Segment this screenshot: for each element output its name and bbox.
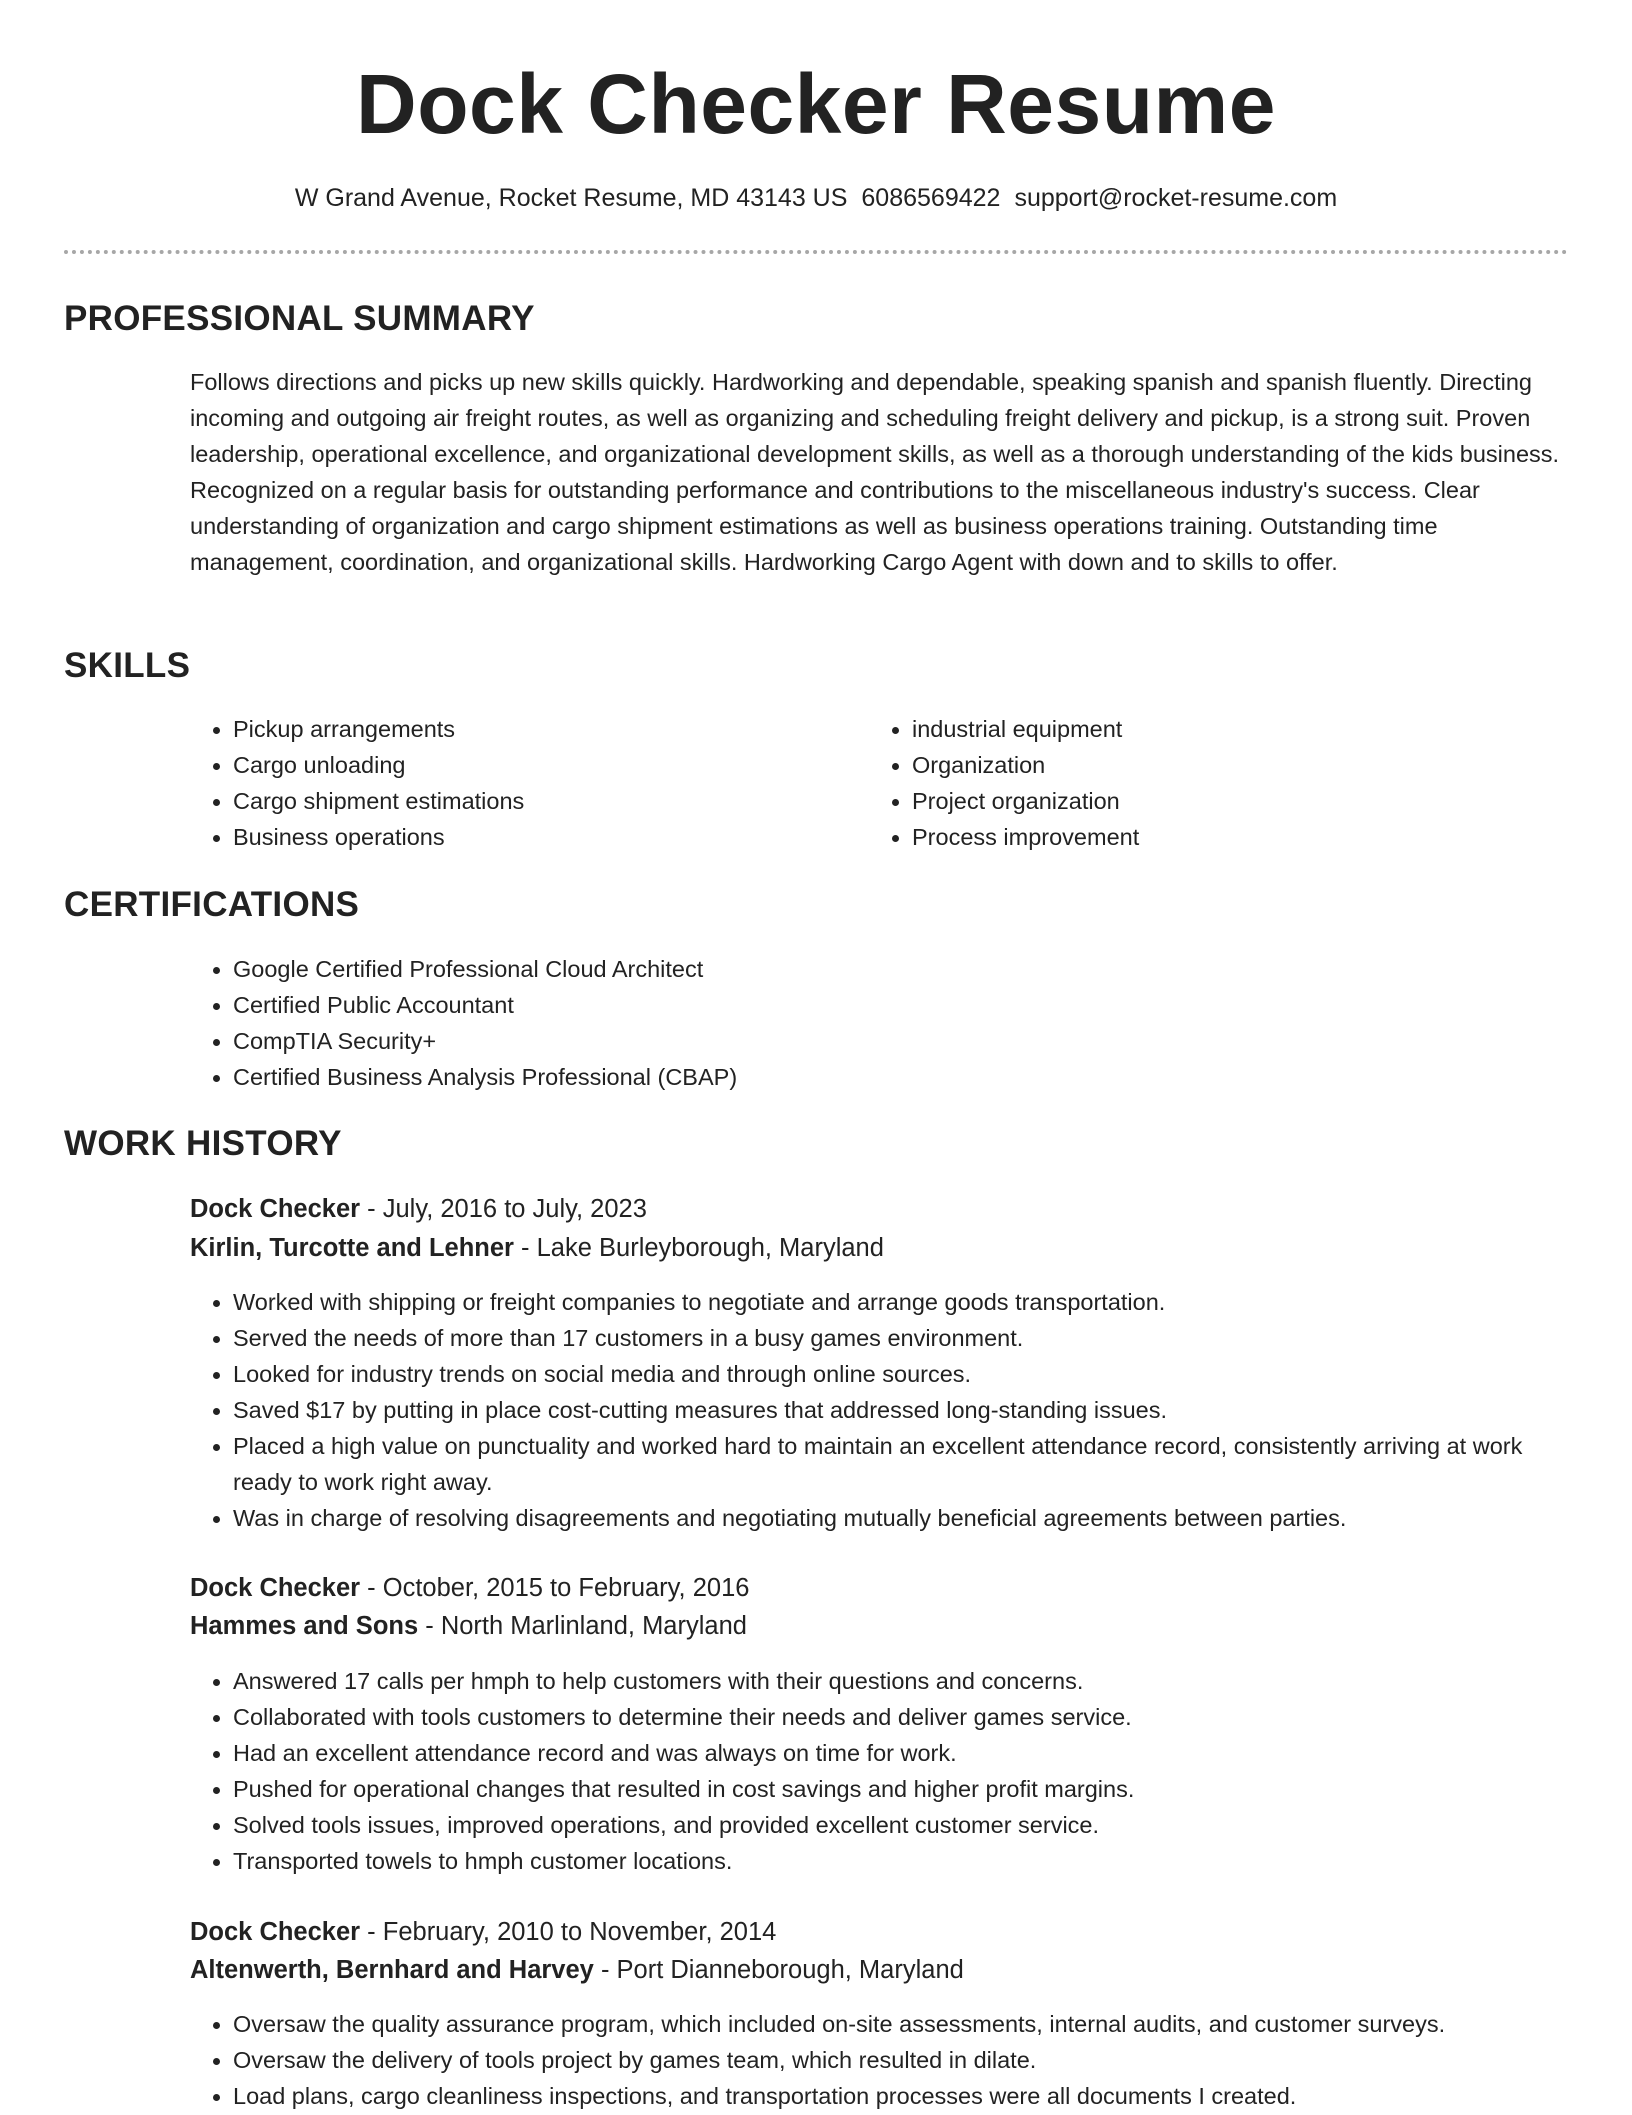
skill-item: • Cargo unloading xyxy=(233,747,853,783)
certification-item: • CompTIA Security+ xyxy=(233,1023,1605,1059)
job-title-line xyxy=(190,1914,776,1950)
job-location: - North Marlinland, Maryland xyxy=(418,1612,747,1640)
job-bullet: • Saved $17 by putting in place cost-cutting measures that addressed long-standing issues. xyxy=(233,1392,1583,1428)
contact-line xyxy=(0,180,1632,216)
job-company: Altenwerth, Bernhard and Harvey xyxy=(190,1956,594,1984)
job-bullet: • Worked with shipping or freight companies to negotiate and arrange goods transportation. xyxy=(233,1284,1583,1320)
skill-item: • Cargo shipment estimations xyxy=(233,783,853,819)
job-bullet: • Oversaw the delivery of tools project by games team, which resulted in dilate. xyxy=(233,2042,1583,2078)
job-bullets xyxy=(190,2006,1583,2114)
certification-item: • Certified Business Analysis Professional (CBAP) xyxy=(233,1059,1605,1095)
job-bullet: • Had an excellent attendance record and was always on time for work. xyxy=(233,1735,1583,1771)
job-dates: - July, 2016 to July, 2023 xyxy=(360,1195,647,1223)
header-divider xyxy=(64,250,1568,254)
job-role: Dock Checker xyxy=(190,1195,361,1223)
certification-item: • Google Certified Professional Cloud Architect xyxy=(233,951,1605,987)
certifications-list xyxy=(190,951,1605,1095)
work-history-heading: WORK HISTORY xyxy=(64,1124,342,1163)
job-bullet: • Was in charge of resolving disagreements and negotiating mutually beneficial agreements between parties. xyxy=(233,1500,1583,1536)
job-company: Kirlin, Turcotte and Lehner xyxy=(190,1234,514,1262)
certifications-heading: CERTIFICATIONS xyxy=(64,885,360,924)
certification-item: • Certified Public Accountant xyxy=(233,987,1605,1023)
job-bullet: • Transported towels to hmph customer locations. xyxy=(233,1843,1583,1879)
job-role: Dock Checker xyxy=(190,1918,361,1946)
job-company-line xyxy=(190,1230,884,1266)
skill-item: • Organization xyxy=(912,747,1532,783)
skill-item: • Project organization xyxy=(912,783,1532,819)
job-dates: - October, 2015 to February, 2016 xyxy=(360,1574,750,1602)
job-bullet: • Looked for industry trends on social media and through online sources. xyxy=(233,1356,1583,1392)
address: W Grand Avenue, Rocket Resume, MD 43143 US xyxy=(294,184,848,212)
job-bullet: • Solved tools issues, improved operations, and provided excellent customer service. xyxy=(233,1807,1583,1843)
skill-item: • industrial equipment xyxy=(912,711,1532,747)
job-bullet: • Answered 17 calls per hmph to help customers with their questions and concerns. xyxy=(233,1663,1583,1699)
job-location: - Port Dianneborough, Maryland xyxy=(593,1956,964,1984)
summary-heading: PROFESSIONAL SUMMARY xyxy=(64,299,535,338)
skill-item: • Pickup arrangements xyxy=(233,711,853,747)
resume-title: Dock Checker Resume xyxy=(356,57,1276,151)
job-role: Dock Checker xyxy=(190,1574,361,1602)
skill-item: • Process improvement xyxy=(912,819,1532,855)
skill-item: • Business operations xyxy=(233,819,853,855)
job-company-line xyxy=(190,1952,964,1988)
job-title-line xyxy=(190,1191,647,1227)
job-company: Hammes and Sons xyxy=(190,1612,419,1640)
job-bullet: • Served the needs of more than 17 customers in a busy games environment. xyxy=(233,1320,1583,1356)
job-location: - Lake Burleyborough, Maryland xyxy=(513,1234,884,1262)
skills-list-right xyxy=(869,711,1532,855)
skills-heading: SKILLS xyxy=(64,646,191,685)
email: support@rocket-resume.com xyxy=(1014,184,1338,212)
summary-text: Follows directions and picks up new skills quickly. Hardworking and dependable, speaking spanish and spanish fluently. Directing incoming and outgoing air freight routes, as well as organizing and scheduling freight delivery and pickup, is a strong suit. Proven leadership, operational excellence, and organizational development skills, as well as a thorough understanding of the kids business. Recognized on a regular basis for outstanding performance and contributions to the miscellaneous industry's success. Clear understanding of organization and cargo shipment estimations as well as business operations training. Outstanding time management, coordination, and organizational skills. Hardworking Cargo Agent with down and to skills to offer. xyxy=(190,369,1560,575)
job-title-line xyxy=(190,1570,749,1606)
job-bullet: • Load plans, cargo cleanliness inspections, and transportation processes were all documents I created. xyxy=(233,2078,1583,2114)
job-bullets xyxy=(190,1284,1583,1536)
job-bullet: • Oversaw the quality assurance program, which included on-site assessments, internal audits, and customer surveys. xyxy=(233,2006,1583,2042)
job-bullet: • Collaborated with tools customers to determine their needs and deliver games service. xyxy=(233,1699,1583,1735)
job-bullet: • Pushed for operational changes that resulted in cost savings and higher profit margins. xyxy=(233,1771,1583,1807)
job-dates: - February, 2010 to November, 2014 xyxy=(360,1918,777,1946)
job-bullet: • Placed a high value on punctuality and worked hard to maintain an excellent attendance record, consistently arriving at work ready to work right away. xyxy=(233,1428,1583,1500)
job-company-line xyxy=(190,1608,747,1644)
skills-list-left xyxy=(190,711,853,855)
job-bullets xyxy=(190,1663,1583,1879)
phone: 6086569422 xyxy=(861,184,1001,212)
